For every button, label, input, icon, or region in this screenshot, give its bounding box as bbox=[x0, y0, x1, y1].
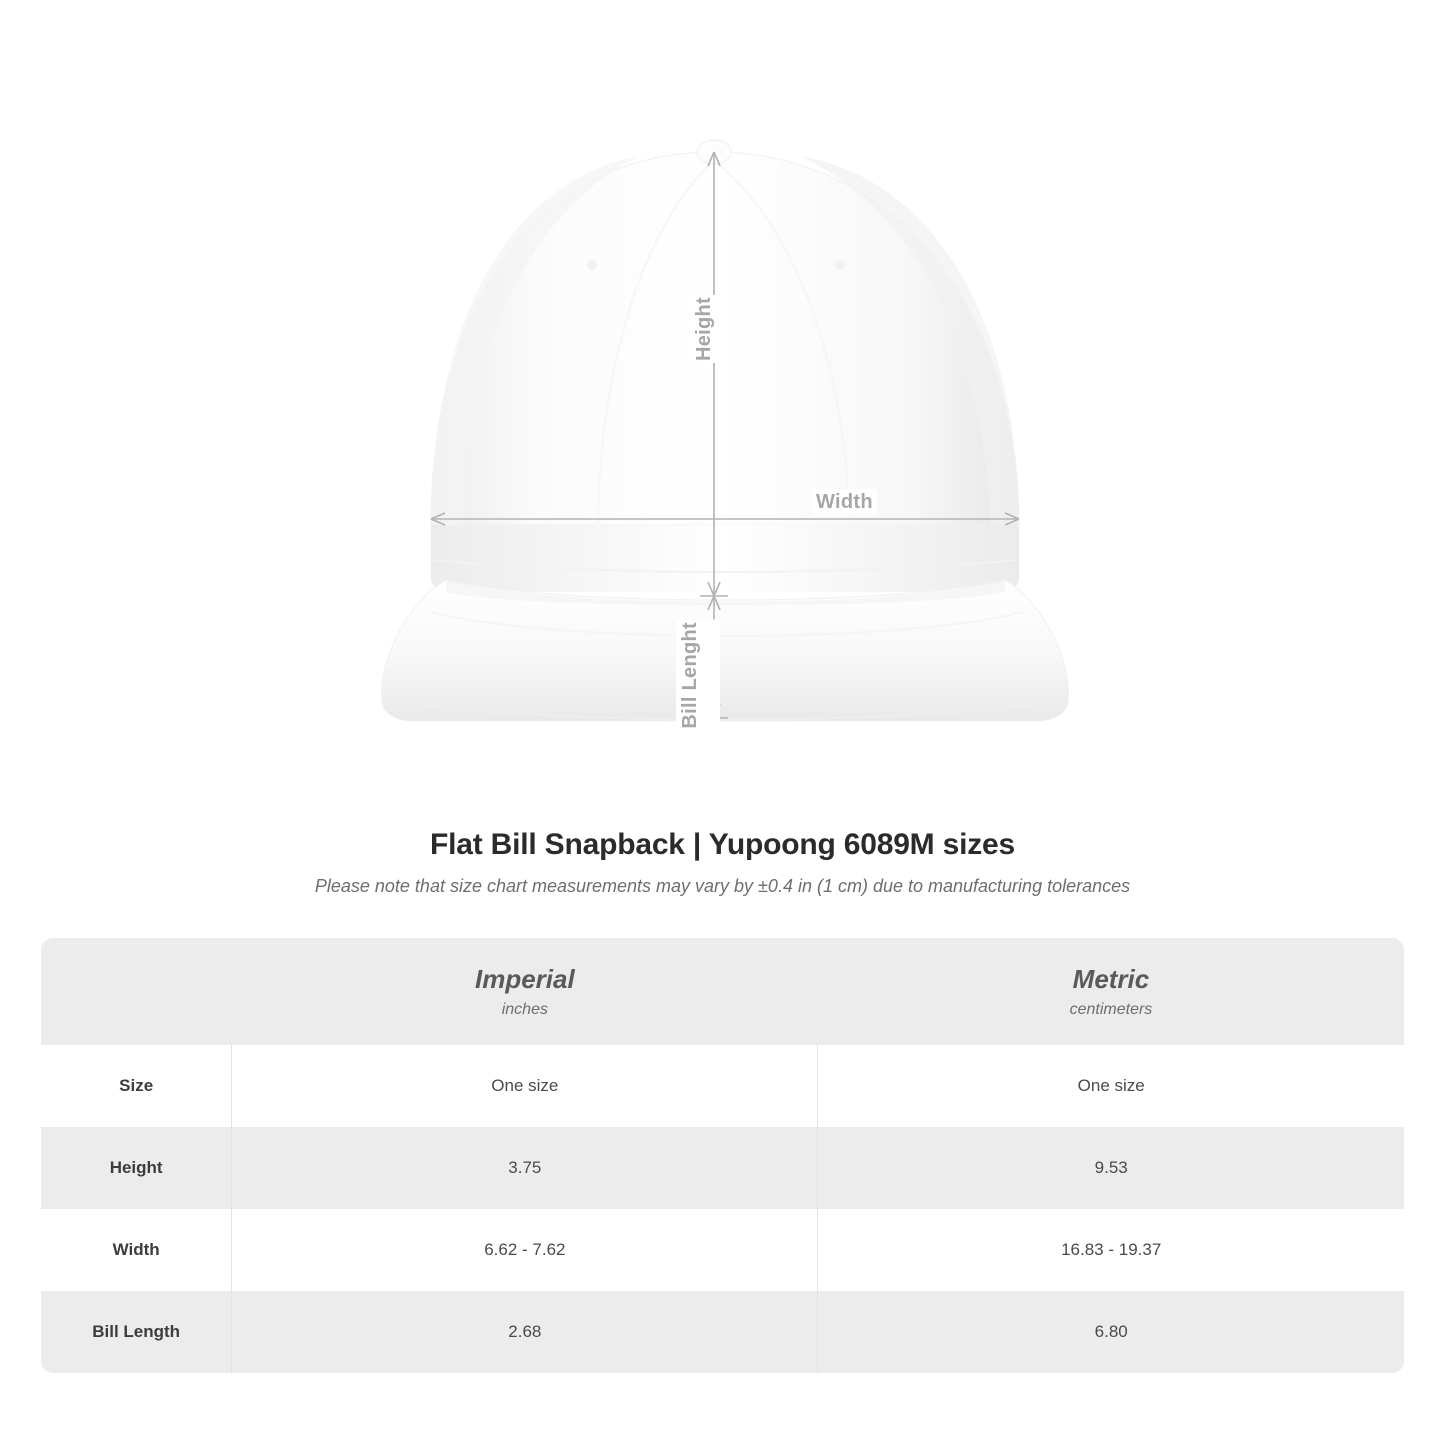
cell-bill-length-metric: 6.80 bbox=[818, 1291, 1404, 1373]
header-imperial-name: Imperial bbox=[474, 964, 575, 994]
header-metric bbox=[818, 938, 1404, 1045]
table-row bbox=[41, 1209, 1404, 1291]
cell-height-metric: 9.53 bbox=[818, 1127, 1404, 1209]
row-label-bill-length: Bill Length bbox=[41, 1291, 232, 1373]
cell-bill-length-imperial: 2.68 bbox=[232, 1291, 818, 1373]
cell-width-imperial: 6.62 - 7.62 bbox=[232, 1209, 818, 1291]
table-row bbox=[41, 1045, 1404, 1127]
header-metric-name: Metric bbox=[1072, 964, 1150, 994]
width-dimension-label: Width bbox=[812, 489, 877, 516]
cell-size-imperial: One size bbox=[232, 1045, 818, 1127]
header-metric-sub: centimeters bbox=[1069, 1001, 1153, 1018]
page-subtitle: Please note that size chart measurements may vary by ±0.4 in (1 cm) due to manufacturing tolerances bbox=[314, 876, 1131, 896]
header-imperial-sub: inches bbox=[501, 1001, 548, 1018]
cell-width-metric: 16.83 - 19.37 bbox=[818, 1209, 1404, 1291]
header-blank-cell bbox=[41, 938, 232, 1045]
bill-length-dimension-label: Bill Lenght bbox=[676, 620, 720, 731]
table-row bbox=[41, 1127, 1404, 1209]
header-imperial bbox=[232, 938, 818, 1045]
cell-height-imperial: 3.75 bbox=[232, 1127, 818, 1209]
size-chart-table bbox=[41, 938, 1404, 1373]
height-dimension-label: Height bbox=[690, 295, 719, 363]
size-table-wrapper bbox=[41, 938, 1404, 1373]
table-row bbox=[41, 1291, 1404, 1373]
cell-size-metric: One size bbox=[818, 1045, 1404, 1127]
row-label-width: Width bbox=[41, 1209, 232, 1291]
row-label-size: Size bbox=[41, 1045, 232, 1127]
page-title: Flat Bill Snapback | Yupoong 6089M sizes bbox=[429, 828, 1015, 861]
row-label-height: Height bbox=[41, 1127, 232, 1209]
table-header-row bbox=[41, 938, 1404, 1045]
title-block bbox=[0, 828, 1445, 897]
